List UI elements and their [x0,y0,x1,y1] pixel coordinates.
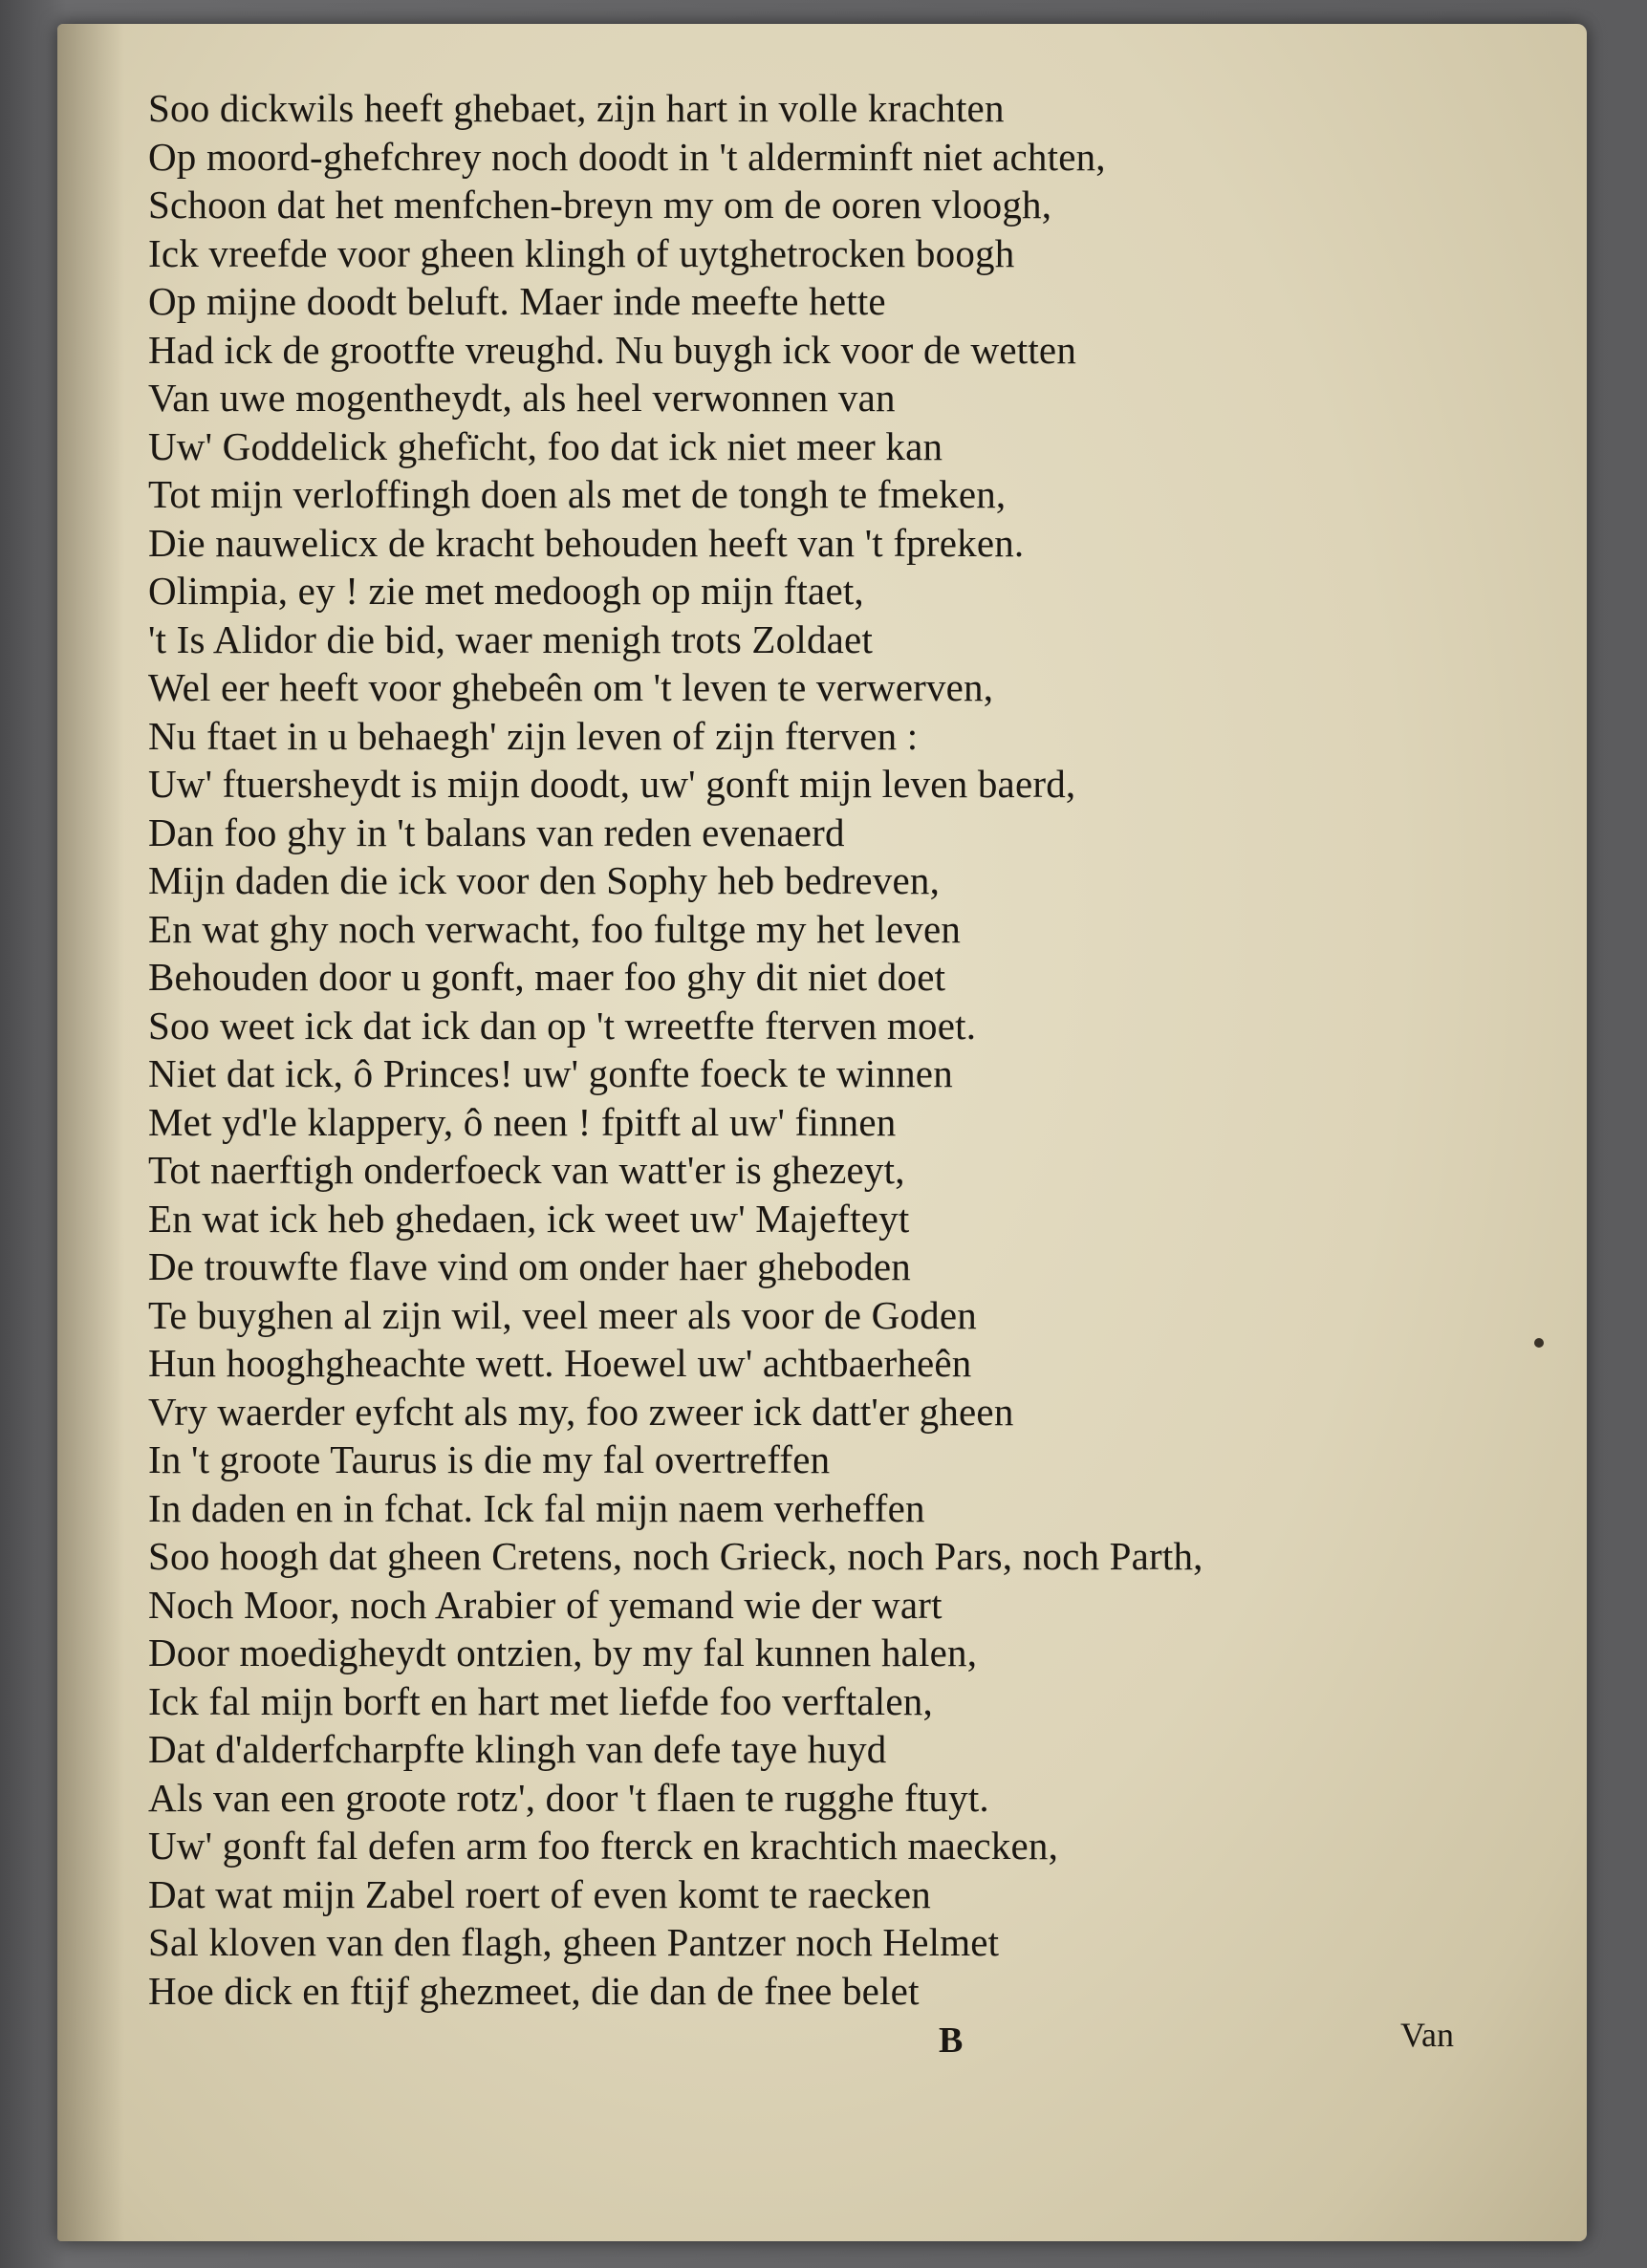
verse-line: Hun hooghgheachte wett. Hoewel uw' achtbaerheên [148,1341,972,1385]
verse-line: Sal kloven van den flagh, gheen Pantzer noch Helmet [148,1920,1000,1964]
verse-line: Behouden door u gonft, maer foo ghy dit niet doet [148,955,946,999]
verse-line: Soo weet ick dat ick dan op 't wreetfte fterven moet. [148,1003,977,1048]
verse-line: Schoon dat het menfchen-breyn my om de ooren vloogh, [148,183,1052,227]
verse-line: Soo hoogh dat gheen Cretens, noch Grieck, noch Pars, noch Parth, [148,1534,1203,1578]
verse-line: Had ick de grootfte vreughd. Nu buygh ick voor de wetten [148,327,1077,372]
verse-line: Ick vreefde voor gheen klingh of uytghetrocken boogh [148,230,1015,275]
verse-line: Dat d'alderfcharpfte klingh van defe taye huyd [148,1727,887,1771]
verse-line: In daden en in fchat. Ick fal mijn naem verheffen [148,1485,925,1530]
verse-block [148,84,1247,2015]
ink-speck [1534,1338,1544,1348]
verse-line: Soo dickwils heeft ghebaet, zijn hart in volle krachten [148,86,1005,130]
verse-line: Te buyghen al zijn wil, veel meer als voor de Goden [148,1292,977,1337]
verse-line: Tot mijn verloffingh doen als met de tongh te fmeken, [148,472,1007,516]
verse-line: Dat wat mijn Zabel roert of even komt te raecken [148,1871,932,1916]
verse-line: En wat ghy noch verwacht, foo fultge my het leven [148,906,962,951]
verse-line: Mijn daden die ick voor den Sophy heb bedreven, [148,858,941,902]
catchword: Van [1400,2016,1454,2054]
page-gutter-shadow [57,24,124,2241]
verse-line: Uw' gonft fal defen arm foo fterck en krachtich maecken, [148,1824,1059,1868]
verse-line: Van uwe mogentheydt, als heel verwonnen van [148,376,896,420]
verse-line: Dan foo ghy in 't balans van reden evenaerd [148,810,845,854]
verse-line: Uw' ftuersheydt is mijn doodt, uw' gonft mijn leven baerd, [148,762,1076,806]
verse-line: Met yd'le klappery, ô neen ! fpitft al uw' finnen [148,1099,897,1144]
verse-line: Ick fal mijn borft en hart met liefde foo verftalen, [148,1678,933,1723]
verse-line: Nu ftaet in u behaegh' zijn leven of zijn fterven : [148,713,919,758]
verse-line: Noch Moor, noch Arabier of yemand wie der wart [148,1582,943,1627]
verse-line: Uw' Goddelick ghefïcht, foo dat ick niet meer kan [148,423,943,468]
verse-line: Wel eer heeft voor ghebeên om 't leven te verwerven, [148,665,994,709]
verse-line: In 't groote Taurus is die my fal overtreffen [148,1437,831,1481]
verse-line: Olimpia, ey ! zie met medoogh op mijn ftaet, [148,569,864,613]
verse-line: Door moedigheydt ontzien, by my fal kunnen halen, [148,1631,978,1674]
verse-line: Vry waerder eyfcht als my, foo zweer ick datt'er gheen [148,1389,1014,1434]
verse-line: Die nauwelicx de kracht behouden heeft van 't fpreken. [148,520,1025,565]
verse-line: Hoe dick en ftijf ghezmeet, die dan de fnee belet [148,1968,920,2013]
verse-line: Tot naerftigh onderfoeck van watt'er is ghezeyt, [148,1148,905,1192]
verse-line: Op mijne doodt beluft. Maer inde meefte hette [148,279,886,323]
verse-line: 't Is Alidor die bid, waer menigh trots Zoldaet [148,616,874,661]
signature-mark: B [939,2020,964,2061]
verse-line: Als van een groote rotz', door 't flaen te rugghe ftuyt. [148,1775,989,1820]
verse-line: Niet dat ick, ô Princes! uw' gonfte foeck te winnen [148,1051,953,1095]
verse-line: Op moord-ghefchrey noch doodt in 't alderminft niet achten, [148,134,1106,179]
verse-line: De trouwfte flave vind om onder haer gheboden [148,1244,911,1288]
verse-line: En wat ick heb ghedaen, ick weet uw' Majefteyt [148,1196,910,1241]
